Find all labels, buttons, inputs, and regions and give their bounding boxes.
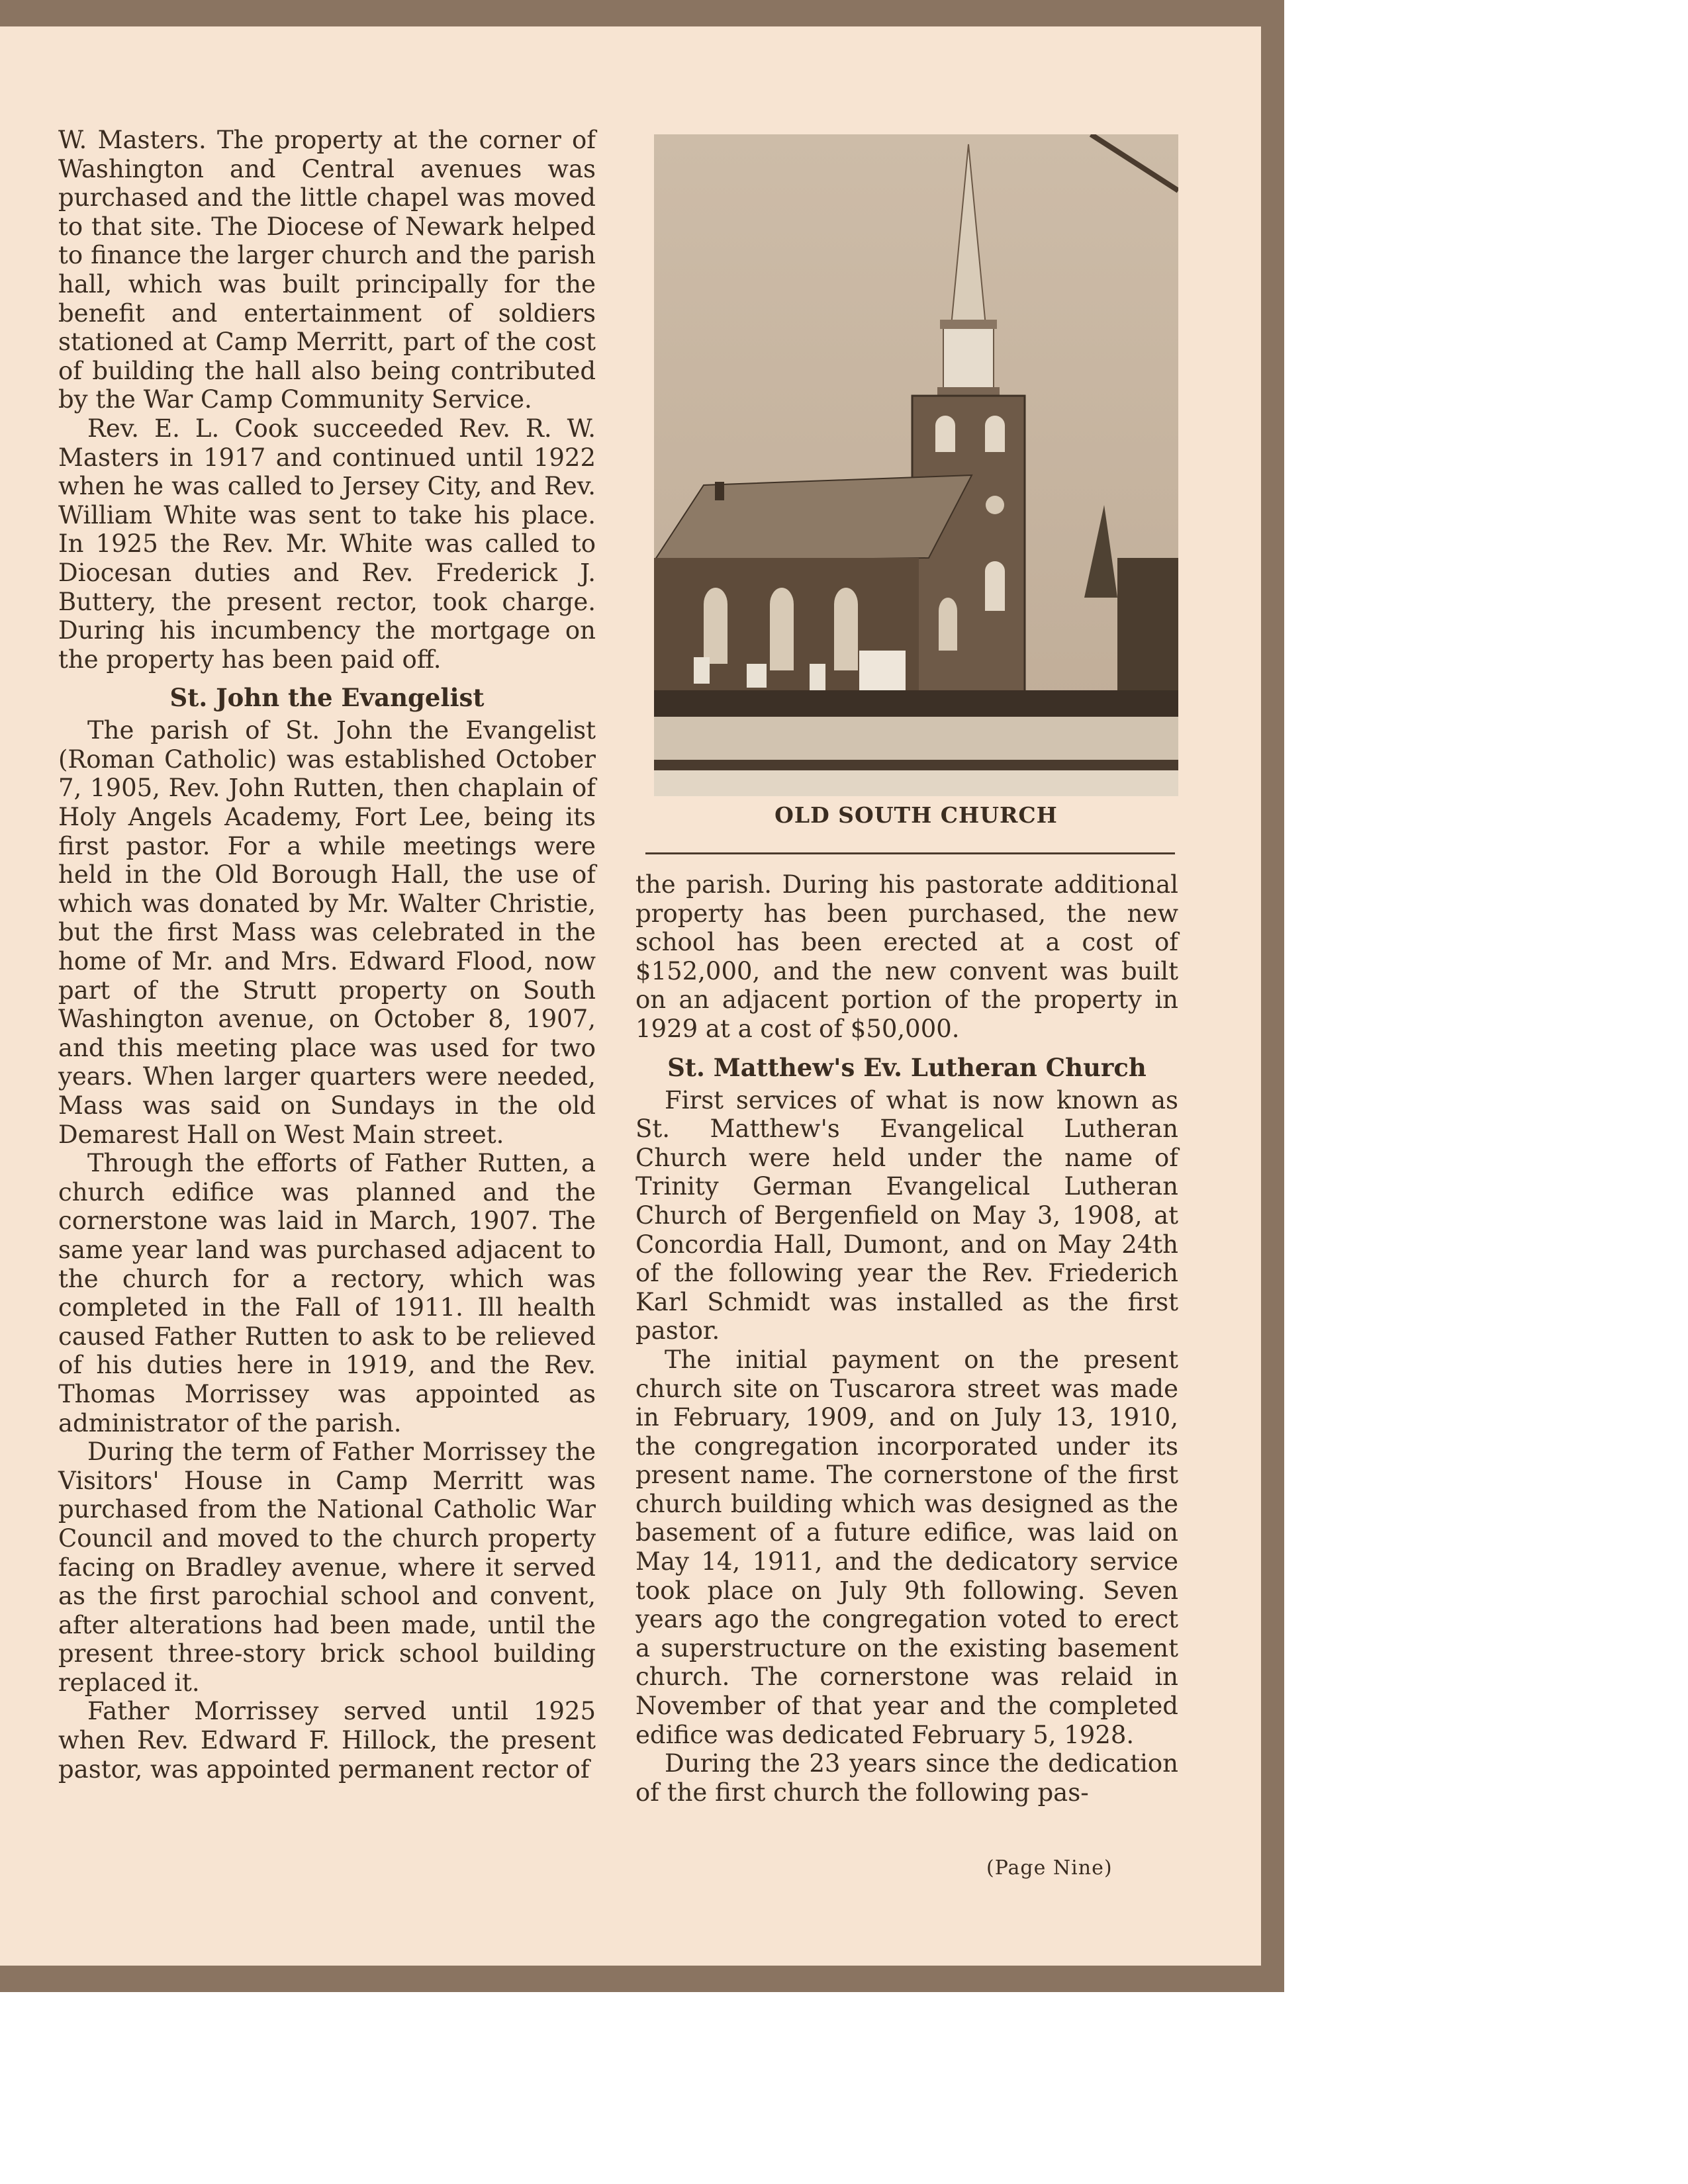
divider <box>645 852 1175 854</box>
right-column <box>635 870 1178 1807</box>
paragraph: The parish of St. John the Evangelist (Roman Catholic) was established October 7, 1905, Rev. John Rutten, then chaplain of Holy Angels Academy, Fort Lee, being its first pastor. For a while meetings were held in the Old Borough Hall, the use of which was donated by Mr. Walter Christie, but the first Mass was celebrated in the home of Mr. and Mrs. Edward Flood, now part of the Strutt property on South Washington avenue, on October 8, 1907, and this meeting place was used for two years. When larger quarters were needed, Mass was said on Sundays in the old Demarest Hall on West Main street. <box>58 716 596 1149</box>
paragraph: During the 23 years since the dedication of the first church the following pas- <box>635 1749 1178 1807</box>
paragraph: The initial payment on the present church site on Tuscarora street was made in February, 1909, and on July 13, 1910, the congregation incorporated under its present name. The cornerstone of the first church building which was designed as the basement of a future edifice, was laid on May 14, 1911, and the dedicatory service took place on July 9th following. Seven years ago the congregation voted to erect a superstructure on the existing basement church. The cornerstone was relaid in November of that year and the completed edifice was dedicated February 5, 1928. <box>635 1345 1178 1749</box>
left-column <box>58 126 596 1784</box>
page-number: (Page Nine) <box>986 1856 1113 1880</box>
paragraph: During the term of Father Morrissey the Visitors' House in Camp Merritt was purchased from the National Catholic War Council and moved to the church property facing on Bradley avenue, where it served as the first parochial school and convent, after alterations had been made, until the present three-story brick school building replaced it. <box>58 1437 596 1697</box>
booklet-page <box>0 26 1261 1966</box>
section-heading: St. Matthew's Ev. Lutheran Church <box>667 1052 1147 1082</box>
paragraph: the parish. During his pastorate additional property has been purchased, the new school has been erected at a cost of $152,000, and the new convent was built on an adjacent portion of the property in 1929 at a cost of $50,000. <box>635 870 1178 1043</box>
paragraph: Through the efforts of Father Rutten, a church edifice was planned and the cornerstone was laid in March, 1907. The same year land was purchased adjacent to the church for a rectory, which was completed in the Fall of 1911. Ill health caused Father Rutten to ask to be relieved of his duties here in 1919, and the Rev. Thomas Morrissey was appointed as administrator of the parish. <box>58 1149 596 1437</box>
paragraph: Father Morrissey served until 1925 when Rev. Edward F. Hillock, the present pastor, was appointed permanent rector of <box>58 1697 596 1784</box>
church-illustration <box>654 134 1178 796</box>
section-heading: St. John the Evangelist <box>169 683 485 713</box>
paragraph: Rev. E. L. Cook succeeded Rev. R. W. Masters in 1917 and continued until 1922 when he was called to Jersey City, and Rev. William White was sent to take his place. In 1925 the Rev. Mr. White was called to Diocesan duties and Rev. Frederick J. Buttery, the present rector, took charge. During his incumbency the mortgage on the property has been paid off. <box>58 414 596 674</box>
paragraph: W. Masters. The property at the corner of Washington and Central avenues was purchased and the little chapel was moved to that site. The Diocese of Newark helped to finance the larger church and the parish hall, which was built principally for the benefit and entertainment of soldiers stationed at Camp Merritt, part of the cost of building the hall also being contributed by the War Camp Community Service. <box>58 126 596 414</box>
photo-caption: OLD SOUTH CHURCH <box>774 802 1058 828</box>
church-photo <box>654 134 1178 796</box>
paragraph: First services of what is now known as St. Matthew's Evangelical Lutheran Church were held under the name of Trinity German Evangelical Lutheran Church of Bergenfield on May 3, 1908, at Concordia Hall, Dumont, and on May 24th of the following year the Rev. Friederich Karl Schmidt was installed as the first pastor. <box>635 1085 1178 1345</box>
